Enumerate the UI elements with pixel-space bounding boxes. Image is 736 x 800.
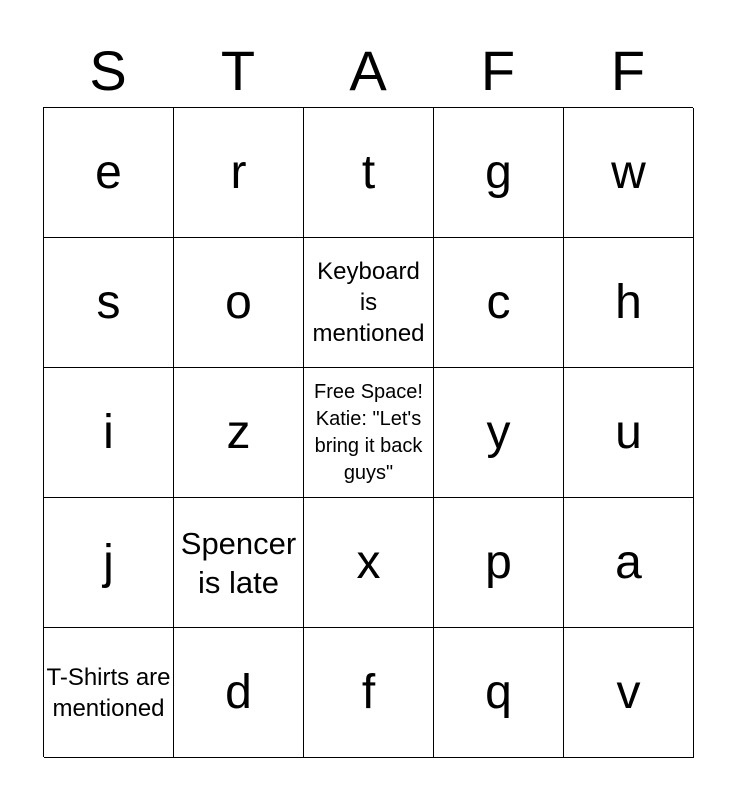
bingo-cell-r0c3[interactable]: g (434, 108, 564, 238)
bingo-cell-r1c0[interactable]: s (44, 238, 174, 368)
bingo-header (43, 36, 693, 106)
bingo-cell-r3c4[interactable]: a (564, 498, 694, 628)
header-letter-a: A (349, 39, 387, 102)
bingo-cell-r3c2[interactable]: x (304, 498, 434, 628)
bingo-cell-r0c2[interactable]: t (304, 108, 434, 238)
bingo-cell-r4c1[interactable]: d (174, 628, 304, 758)
bingo-cell-r1c2[interactable]: Keyboard is mentioned (304, 238, 434, 368)
free-space-cell[interactable]: Free Space! Katie: "Let's bring it back guys" (304, 368, 434, 498)
bingo-cell-r2c0[interactable]: i (44, 368, 174, 498)
bingo-cell-r2c1[interactable]: z (174, 368, 304, 498)
bingo-cell-r1c3[interactable]: c (434, 238, 564, 368)
bingo-cell-r4c4[interactable]: v (564, 628, 694, 758)
header-letter-t: T (220, 39, 256, 102)
bingo-cell-r4c2[interactable]: f (304, 628, 434, 758)
bingo-cell-r3c3[interactable]: p (434, 498, 564, 628)
bingo-cell-r1c1[interactable]: o (174, 238, 304, 368)
bingo-cell-r0c4[interactable]: w (564, 108, 694, 238)
bingo-cell-r0c0[interactable]: e (44, 108, 174, 238)
bingo-cell-r2c4[interactable]: u (564, 368, 694, 498)
header-letter-f-2: F (610, 39, 646, 102)
bingo-cell-r0c1[interactable]: r (174, 108, 304, 238)
bingo-board (43, 107, 693, 757)
bingo-cell-r4c0[interactable]: T-Shirts are mentioned (44, 628, 174, 758)
bingo-cell-r3c0[interactable]: j (44, 498, 174, 628)
bingo-cell-r4c3[interactable]: q (434, 628, 564, 758)
header-letter-s: S (89, 39, 127, 102)
bingo-cell-r3c1[interactable]: Spencer is late (174, 498, 304, 628)
bingo-cell-r1c4[interactable]: h (564, 238, 694, 368)
bingo-cell-r2c3[interactable]: y (434, 368, 564, 498)
header-letter-f: F (480, 39, 516, 102)
